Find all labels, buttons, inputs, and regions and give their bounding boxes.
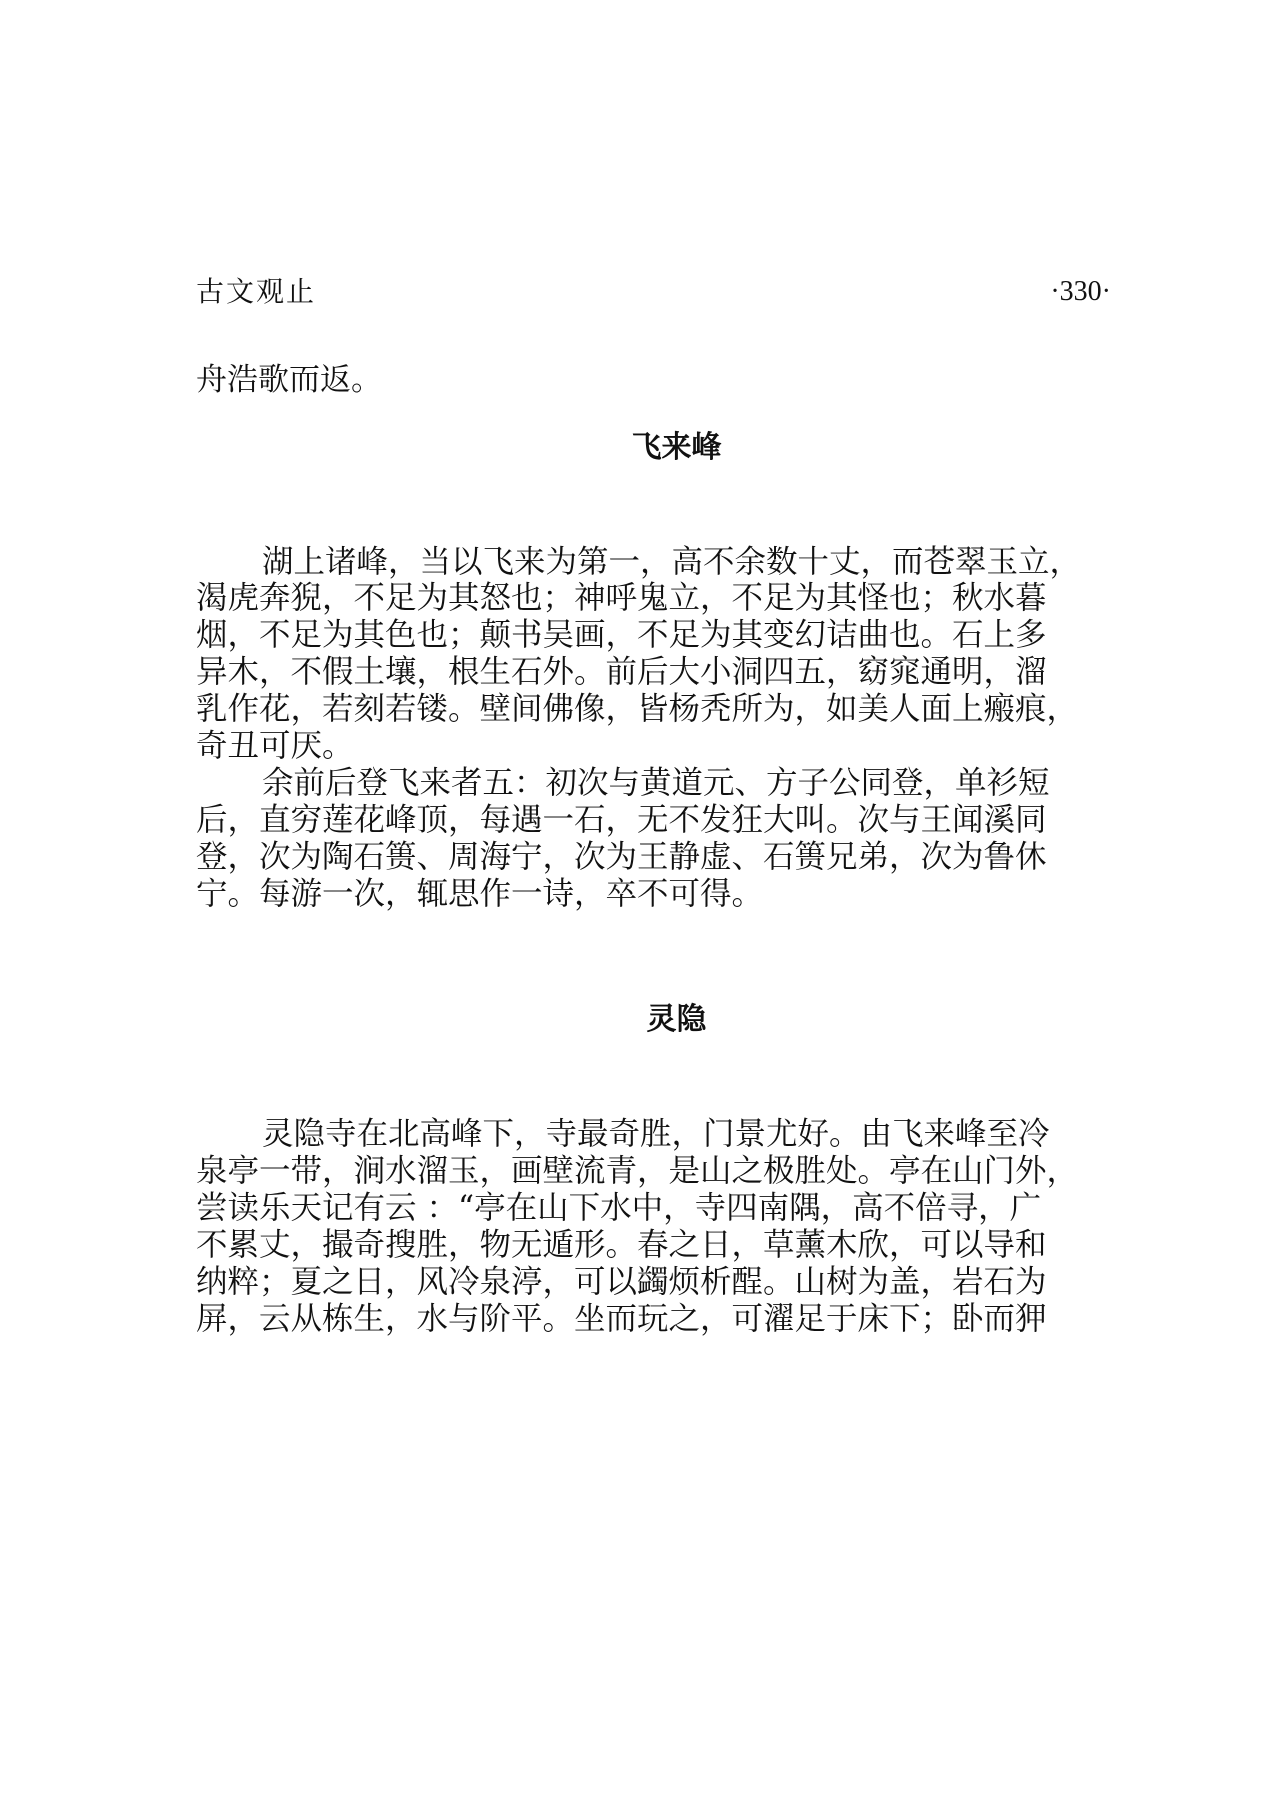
text-line: 渴虎奔猊，不足为其怒也；神呼鬼立，不足为其怪也；秋水暮 <box>196 580 1047 616</box>
text-line: 后，直穷莲花峰顶，每遇一石，无不发狂大叫。次与王闻溪同 <box>196 802 1047 838</box>
running-head-title: 古文观止 <box>196 275 317 308</box>
section-title-feilaifeng <box>0 428 1283 468</box>
text-line: 灵隐寺在北高峰下，寺最奇胜，门景尤好。由飞来峰至冷 <box>262 1116 1050 1152</box>
text-line: 异木，不假土壤，根生石外。前后大小洞四五，窈窕通明，溜 <box>196 654 1047 690</box>
section-title-lingyin <box>0 1000 1283 1040</box>
page-number: ·330· <box>1050 276 1111 307</box>
text-line: 乳作花，若刻若镂。壁间佛像，皆杨秃所为，如美人面上瘢痕， <box>196 691 1079 727</box>
text-line: 宁。每游一次，辄思作一诗，卒不可得。 <box>196 876 764 912</box>
text-line: 余前后登飞来者五：初次与黄道元、方子公同登，单衫短 <box>262 765 1050 801</box>
text-line: 尝读乐天记有云 ：“亭在山下水中，寺四南隅，高不倍寻，广 <box>196 1190 1042 1226</box>
section-title-text: 灵隐 <box>646 1002 707 1037</box>
text-line: 登，次为陶石篑、周海宁，次为王静虚、石篑兄弟，次为鲁休 <box>196 839 1047 875</box>
text-line: 泉亭一带，涧水溜玉，画壁流青，是山之极胜处。亭在山门外， <box>196 1153 1079 1189</box>
section-title-text: 飞来峰 <box>631 430 722 465</box>
text-line: 湖上诸峰，当以飞来为第一，高不余数十丈，而苍翠玉立， <box>262 544 1082 580</box>
text-line: 纳粹；夏之日，风冷泉渟，可以蠲烦析酲。山树为盖，岩石为 <box>196 1264 1047 1300</box>
text-line: 奇丑可厌。 <box>196 728 354 764</box>
text-line: 屏，云从栋生，水与阶平。坐而玩之，可濯足于床下；卧而狎 <box>196 1301 1047 1337</box>
carryover-paragraph: 舟浩歌而返。 <box>196 362 382 398</box>
text-line: 不累丈，撮奇搜胜，物无遁形。春之日，草薰木欣，可以导和 <box>196 1227 1047 1263</box>
text-line: 烟，不足为其色也；颠书吴画，不足为其变幻诘曲也。石上多 <box>196 617 1047 653</box>
